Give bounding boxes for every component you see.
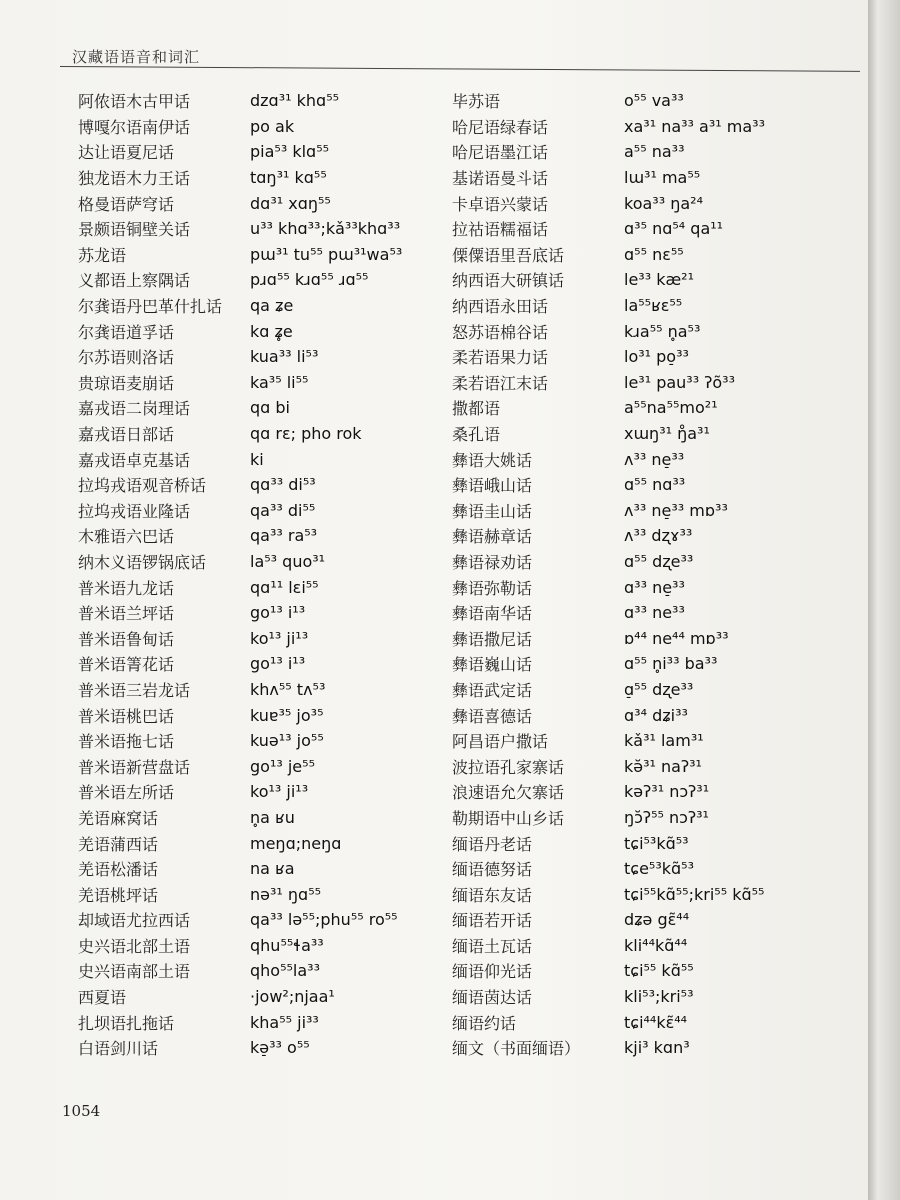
dialect-name: 纳西语大研镇话 <box>452 271 565 291</box>
dialect-name: 彝语弥勒话 <box>452 578 533 598</box>
entry-row <box>452 984 765 1010</box>
entry-row <box>452 318 765 344</box>
entry-row <box>78 728 402 754</box>
entry-row <box>78 267 402 293</box>
dialect-name: 普米语新营盘话 <box>78 757 191 777</box>
entry-row <box>452 625 765 651</box>
entry-row <box>78 498 402 524</box>
dialect-name: 贵琼语麦崩话 <box>78 373 175 393</box>
entry-row <box>452 472 765 498</box>
dialect-name: 拉祜语糯福话 <box>452 220 549 240</box>
entry-row <box>452 1009 765 1035</box>
phonetic-form: ɑ³⁴ dʑi³³ <box>624 705 688 725</box>
dialect-name: 柔若语果力话 <box>452 348 549 368</box>
entry-row <box>78 574 402 600</box>
phonetic-form: qɑ¹¹ lɛi⁵⁵ <box>250 577 319 597</box>
entry-row <box>452 242 765 268</box>
entry-row <box>452 267 765 293</box>
phonetic-form: tɕi⁴⁴kɛ̃⁴⁴ <box>624 1012 688 1032</box>
phonetic-form: kha⁵⁵ ji³³ <box>250 1012 319 1032</box>
phonetic-form: khʌ⁵⁵ tʌ⁵³ <box>250 679 326 699</box>
dialect-name: 尔苏语则洛话 <box>78 348 175 368</box>
dialect-name: 怒苏语棉谷话 <box>452 322 549 342</box>
phonetic-form: dɑ³¹ xɑŋ⁵⁵ <box>250 193 331 213</box>
dialect-name: 缅语茵达话 <box>452 988 533 1008</box>
entry-row <box>452 446 765 472</box>
entry-row <box>452 190 765 216</box>
phonetic-form: xa³¹ na³³ a³¹ ma³³ <box>624 116 765 136</box>
entry-row <box>78 753 402 779</box>
phonetic-form: qa³³ di⁵⁵ <box>250 500 316 520</box>
entry-row <box>78 805 402 831</box>
dialect-name: 普米语三岩龙话 <box>78 680 191 700</box>
entry-row <box>78 1009 402 1035</box>
dialect-name: 义都语上察隅话 <box>78 271 191 291</box>
phonetic-form: qɑ³³ di⁵³ <box>250 475 316 495</box>
phonetic-form: na ʁa <box>250 859 295 879</box>
entry-row <box>452 677 765 703</box>
entry-row <box>452 216 765 242</box>
dialect-name: 苏龙语 <box>78 245 127 265</box>
entry-row <box>78 830 402 856</box>
phonetic-form: lo³¹ po̠³³ <box>624 347 689 367</box>
entry-row <box>78 651 402 677</box>
dialect-name: 彝语大姚话 <box>452 450 533 470</box>
phonetic-form: ɑ̠⁵⁵ dʐe³³ <box>624 679 694 699</box>
phonetic-form: meŋɑ;neŋɑ <box>250 833 342 853</box>
dialect-name: 彝语喜德话 <box>452 706 533 726</box>
dialect-name: 彝语巍山话 <box>452 655 533 675</box>
phonetic-form: le³³ kæ²¹ <box>624 270 695 290</box>
phonetic-form: tɕi⁵⁵kɑ̃⁵⁵;kri⁵⁵ kɑ̃⁵⁵ <box>624 884 765 904</box>
entry-row <box>78 779 402 805</box>
entry-row <box>452 907 765 933</box>
entry-row <box>78 1035 402 1061</box>
entry-row <box>452 728 765 754</box>
phonetic-form: la⁵⁵ʁɛ⁵⁵ <box>624 296 683 316</box>
phonetic-form: ʌ³³ ne̠³³ mɒ³³ <box>624 500 728 520</box>
phonetic-form: ɑ⁵⁵ n̥i³³ ba³³ <box>624 654 718 674</box>
entry-row <box>452 344 765 370</box>
dialect-name: 纳西语永田话 <box>452 297 549 317</box>
entry-row <box>78 702 402 728</box>
phonetic-form: le³¹ pau³³ ʔõ³³ <box>624 372 735 392</box>
entry-row <box>78 856 402 882</box>
entry-row <box>452 88 765 114</box>
entry-row <box>452 702 765 728</box>
entry-row <box>78 472 402 498</box>
dialect-name: 浪速语允欠寨话 <box>452 783 565 803</box>
entry-row <box>452 574 765 600</box>
phonetic-form: tɕe⁵³kɑ̃⁵³ <box>624 859 694 879</box>
entry-row <box>78 421 402 447</box>
dialect-name: 嘉戎语日部话 <box>78 425 175 445</box>
dialect-name: 彝语禄劝话 <box>452 552 533 572</box>
phonetic-form: xɯŋ³¹ ŋ̊a³¹ <box>624 424 710 444</box>
entry-row <box>452 523 765 549</box>
phonetic-form: ·jow²;njaa¹ <box>250 987 335 1007</box>
entry-row <box>78 190 402 216</box>
phonetic-form: dzɑ³¹ khɑ⁵⁵ <box>250 91 340 111</box>
phonetic-form: kǎ³¹ lam³¹ <box>624 731 704 751</box>
entry-row <box>452 933 765 959</box>
phonetic-form: pɹɑ⁵⁵ kɹɑ⁵⁵ ɹɑ⁵⁵ <box>250 270 369 290</box>
phonetic-form: koa³³ ŋa²⁴ <box>624 193 703 213</box>
dialect-name: 格曼语萨穹话 <box>78 194 175 214</box>
dialect-name: 西夏语 <box>78 988 127 1008</box>
phonetic-form: qa ʑe <box>250 296 294 316</box>
dialect-name: 史兴语北部土语 <box>78 936 191 956</box>
dialect-name: 博嘎尔语南伊话 <box>78 117 191 137</box>
entry-row <box>78 881 402 907</box>
entry-row <box>78 523 402 549</box>
dialect-name: 柔若语江末话 <box>452 373 549 393</box>
phonetic-form: ko¹³ ji¹³ <box>250 782 309 802</box>
entry-row <box>452 958 765 984</box>
phonetic-form: tɕi⁵³kɑ̃⁵³ <box>624 833 689 853</box>
dialect-name: 缅语仰光话 <box>452 962 533 982</box>
entry-row <box>78 625 402 651</box>
dialect-name: 缅语东友话 <box>452 885 533 905</box>
dialect-name: 波拉语孔家寨话 <box>452 757 565 777</box>
dialect-name: 缅语德努话 <box>452 860 533 880</box>
phonetic-form: ɑ³³ ne³³ <box>624 603 685 623</box>
entry-row <box>78 395 402 421</box>
dialect-name: 普米语箐花话 <box>78 655 175 675</box>
dialect-name: 卡卓语兴蒙话 <box>452 194 549 214</box>
dialect-name: 缅文（书面缅语） <box>452 1039 581 1059</box>
entry-row <box>78 600 402 626</box>
entry-row <box>452 293 765 319</box>
phonetic-form: pia⁵³ klɑ⁵⁵ <box>250 142 330 162</box>
dialect-name: 普米语左所话 <box>78 783 175 803</box>
dialect-name: 缅语土瓦话 <box>452 936 533 956</box>
phonetic-form: kli⁵³;kri⁵³ <box>624 987 694 1007</box>
entry-row <box>452 370 765 396</box>
running-head: 汉藏语语音和词汇 <box>72 48 201 66</box>
dialect-name: 彝语圭山话 <box>452 501 533 521</box>
dialect-name: 撒都语 <box>452 399 501 419</box>
dialect-name: 普米语九龙话 <box>78 578 175 598</box>
phonetic-form: qhu⁵⁵ɬa³³ <box>250 935 324 955</box>
entry-row <box>452 421 765 447</box>
dialect-name: 扎坝语扎拖话 <box>78 1013 175 1033</box>
entry-row <box>78 984 402 1010</box>
phonetic-form: ɑ⁵⁵ nɛ⁵⁵ <box>624 244 684 264</box>
phonetic-form: o⁵⁵ va³³ <box>624 91 684 111</box>
dialect-name: 独龙语木力王话 <box>78 169 191 189</box>
dialect-name: 白语剑川话 <box>78 1039 159 1059</box>
phonetic-form: qɑ rɛ; pho rok <box>250 424 362 444</box>
dialect-name: 尔龚语丹巴革什扎话 <box>78 297 223 317</box>
phonetic-form: ko¹³ ji¹³ <box>250 628 309 648</box>
page-number: 1054 <box>62 1102 101 1120</box>
dialect-name: 彝语撒尼话 <box>452 629 533 649</box>
entry-row <box>78 344 402 370</box>
entry-row <box>452 1035 765 1061</box>
entry-row <box>78 446 402 472</box>
entry-row <box>78 933 402 959</box>
phonetic-form: la⁵³ quo³¹ <box>250 551 326 571</box>
dialect-name: 景颇语铜壁关话 <box>78 220 191 240</box>
phonetic-form: a⁵⁵ na³³ <box>624 142 685 162</box>
dialect-name: 基诺语曼斗话 <box>452 169 549 189</box>
phonetic-form: ʌ³³ dʐɤ³³ <box>624 526 693 546</box>
dialect-name: 嘉戎语卓克基话 <box>78 450 191 470</box>
dialect-name: 羌语麻窝话 <box>78 808 159 828</box>
entry-row <box>452 805 765 831</box>
phonetic-form: kuə¹³ jo⁵⁵ <box>250 731 324 751</box>
dialect-name: 尔龚语道孚话 <box>78 322 175 342</box>
entry-row <box>452 139 765 165</box>
phonetic-form: tɑŋ³¹ kɑ⁵⁵ <box>250 168 327 188</box>
left-column <box>78 88 402 1061</box>
phonetic-form: ɑ⁵⁵ nɑ³³ <box>624 475 686 495</box>
phonetic-form: n̥a ʁu <box>250 807 295 827</box>
entry-row <box>452 651 765 677</box>
dialect-name: 哈尼语绿春话 <box>452 117 549 137</box>
dialect-name: 羌语蒲西话 <box>78 834 159 854</box>
dialect-name: 彝语峨山话 <box>452 476 533 496</box>
dialect-name: 彝语赫章话 <box>452 527 533 547</box>
entry-row <box>78 242 402 268</box>
phonetic-form: go¹³ i¹³ <box>250 603 306 623</box>
entry-row <box>78 165 402 191</box>
dialect-name: 彝语武定话 <box>452 680 533 700</box>
dialect-name: 却域语尤拉西话 <box>78 911 191 931</box>
dialect-name: 彝语南华话 <box>452 604 533 624</box>
entry-row <box>452 498 765 524</box>
phonetic-form: kɹa⁵⁵ n̥a⁵³ <box>624 321 701 341</box>
header-rule <box>60 66 860 72</box>
entry-row <box>452 600 765 626</box>
phonetic-form: kuɐ³⁵ jo³⁵ <box>250 705 324 725</box>
phonetic-form: go¹³ i¹³ <box>250 654 306 674</box>
phonetic-form: ɑ³³ ne̠³³ <box>624 577 685 597</box>
entry-row <box>78 958 402 984</box>
entry-row <box>452 830 765 856</box>
entry-row <box>78 318 402 344</box>
phonetic-form: ʌ³³ ne̠³³ <box>624 449 685 469</box>
phonetic-form: kə̠³³ o⁵⁵ <box>250 1038 310 1058</box>
phonetic-form: kə̆³¹ naʔ³¹ <box>624 756 702 776</box>
entry-row <box>452 753 765 779</box>
phonetic-form: dʑə gɛ̃⁴⁴ <box>624 910 690 930</box>
dialect-name: 普米语桃巴话 <box>78 706 175 726</box>
dialect-name: 缅语约话 <box>452 1013 517 1033</box>
entry-row <box>78 293 402 319</box>
entry-row <box>78 88 402 114</box>
phonetic-form: ŋɔ̆ʔ⁵⁵ nɔʔ³¹ <box>624 807 709 827</box>
dialect-name: 缅语丹老话 <box>452 834 533 854</box>
entry-row <box>452 549 765 575</box>
dialect-name: 桑孔语 <box>452 425 501 445</box>
dialect-name: 木雅语六巴话 <box>78 527 175 547</box>
entry-row <box>452 779 765 805</box>
entry-row <box>78 370 402 396</box>
phonetic-form: qa³³ ra⁵³ <box>250 526 318 546</box>
dialect-name: 普米语兰坪话 <box>78 604 175 624</box>
phonetic-form: a⁵⁵na⁵⁵mo²¹ <box>624 398 718 418</box>
phonetic-form: ɒ⁴⁴ ne⁴⁴ mɒ³³ <box>624 628 729 648</box>
page-edge <box>868 0 900 1200</box>
phonetic-form: kli⁴⁴kɑ̃⁴⁴ <box>624 935 688 955</box>
dialect-name: 毕苏语 <box>452 92 501 112</box>
phonetic-form: qho⁵⁵la³³ <box>250 961 320 981</box>
phonetic-form: ɑ⁵⁵ dʐe³³ <box>624 551 694 571</box>
phonetic-form: pɯ³¹ tu⁵⁵ pɯ³¹wa⁵³ <box>250 244 403 264</box>
entry-row <box>78 907 402 933</box>
dialect-name: 阿侬语木古甲话 <box>78 92 191 112</box>
phonetic-form: kɑ ʑ̥e <box>250 321 293 341</box>
dialect-name: 羌语松潘话 <box>78 860 159 880</box>
dialect-name: 纳木义语锣锅底话 <box>78 552 207 572</box>
dialect-name: 勒期语中山乡话 <box>452 808 565 828</box>
dialect-name: 嘉戎语二岗理话 <box>78 399 191 419</box>
phonetic-form: ɑ³⁵ nɑ⁵⁴ qa¹¹ <box>624 219 724 239</box>
dialect-name: 哈尼语墨江话 <box>452 143 549 163</box>
entry-row <box>452 114 765 140</box>
dialect-name: 缅语若开话 <box>452 911 533 931</box>
dialect-name: 傈僳语里吾底话 <box>452 245 565 265</box>
dialect-name: 羌语桃坪话 <box>78 885 159 905</box>
dialect-name: 普米语拖七话 <box>78 732 175 752</box>
phonetic-form: kua³³ li⁵³ <box>250 347 319 367</box>
phonetic-form: go¹³ je⁵⁵ <box>250 756 315 776</box>
phonetic-form: qa³³ lə⁵⁵;phu⁵⁵ ro⁵⁵ <box>250 910 398 930</box>
right-column <box>452 88 765 1061</box>
phonetic-form: qɑ bi <box>250 398 290 418</box>
dialect-name: 拉坞戎语业隆话 <box>78 501 191 521</box>
dialect-name: 达让语夏尼话 <box>78 143 175 163</box>
phonetic-form: kəʔ³¹ nɔʔ³¹ <box>624 782 710 802</box>
entry-row <box>78 216 402 242</box>
phonetic-form: kji³ kɑn³ <box>624 1038 690 1058</box>
entry-row <box>78 114 402 140</box>
dialect-name: 普米语鲁甸话 <box>78 629 175 649</box>
entry-row <box>78 677 402 703</box>
entry-row <box>78 139 402 165</box>
entry-row <box>452 165 765 191</box>
dialect-name: 阿昌语户撒话 <box>452 732 549 752</box>
phonetic-form: lɯ³¹ ma⁵⁵ <box>624 168 701 188</box>
phonetic-form: tɕi⁵⁵ kɑ̃⁵⁵ <box>624 961 694 981</box>
entry-row <box>452 856 765 882</box>
phonetic-form: nə³¹ ŋɑ⁵⁵ <box>250 884 322 904</box>
dialect-name: 史兴语南部土语 <box>78 962 191 982</box>
phonetic-form: ki <box>250 449 264 469</box>
phonetic-form: ka³⁵ li⁵⁵ <box>250 372 309 392</box>
phonetic-form: u³³ khɑ³³;kǎ³³khɑ³³ <box>250 219 401 239</box>
entry-row <box>78 549 402 575</box>
phonetic-form: po ak <box>250 116 295 136</box>
entry-row <box>452 395 765 421</box>
dialect-name: 拉坞戎语观音桥话 <box>78 476 207 496</box>
entry-row <box>452 881 765 907</box>
